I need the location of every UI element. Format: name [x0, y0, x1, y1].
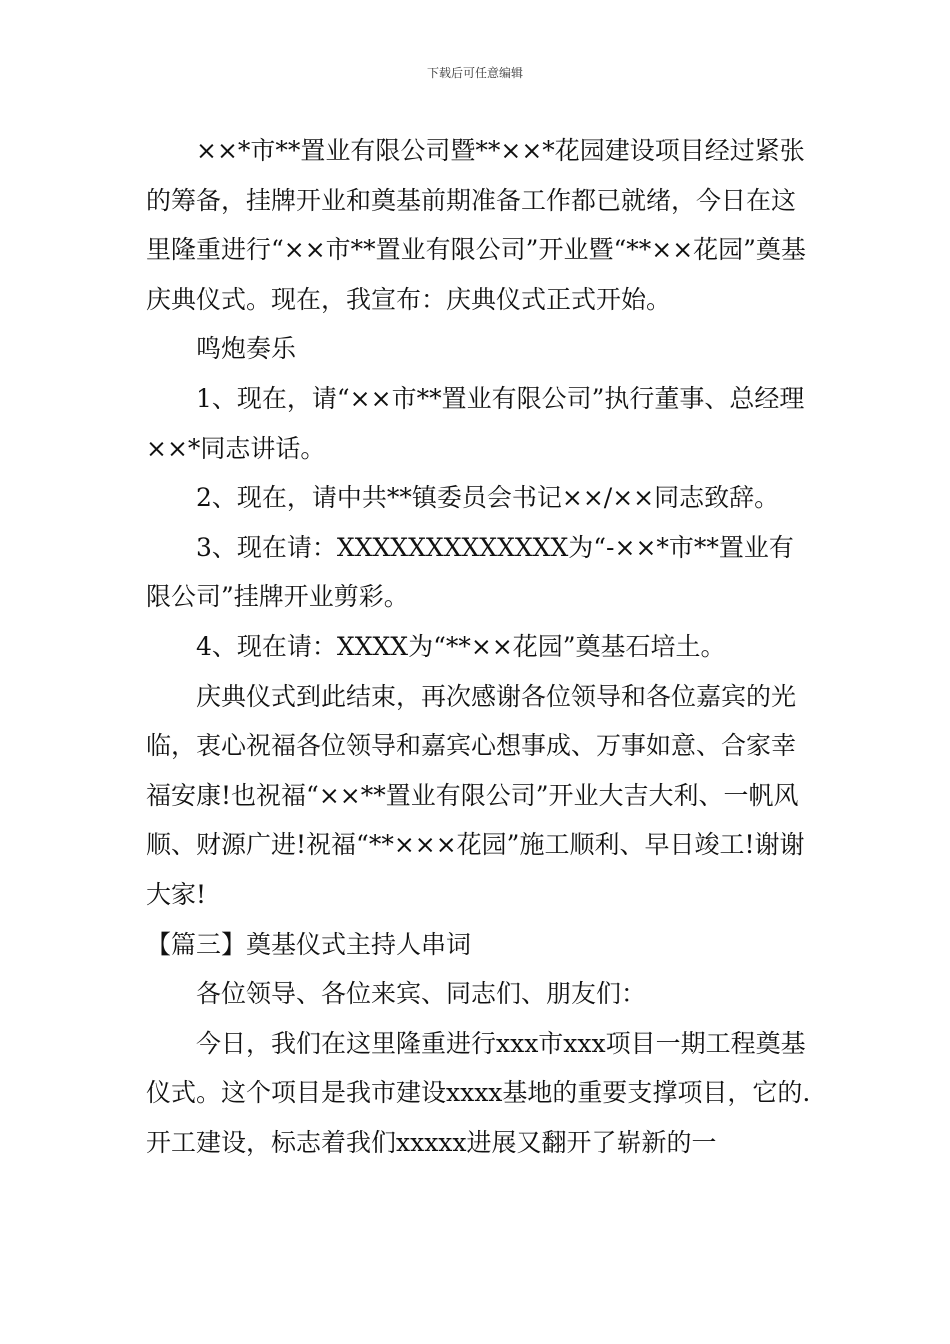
text-line: 庆典仪式到此结束，再次感谢各位领导和各位嘉宾的: [196, 681, 772, 711]
text-line: 今日，我们在这里隆重进行xxx市xxx项目一期工程奠: [196, 1028, 781, 1058]
text-line: 【篇三】奠基仪式主持人串词: [146, 929, 472, 959]
text-line: 3、现在请：XXXXXXXXXXXXX为“-××*市**置业有限: [146, 532, 794, 612]
text-line: 公司”挂牌开业剪彩。: [171, 582, 409, 612]
text-line: 1、现在，请“××市**置业有限公司”执行董事、总: [196, 383, 755, 413]
text-line: 鸣炮奏乐: [196, 334, 297, 364]
text-line: 基仪式。这个项目是我市建设xxxx基地的重要支撑项目，: [146, 1028, 806, 1108]
paragraph-greeting: [146, 969, 811, 1019]
text-line: 光临，衷心祝福各位领导和嘉宾心想事成、万事如意、合: [146, 681, 797, 761]
paragraph-intro: [146, 1019, 811, 1168]
text-line: 4、现在请：XXXX为“**××花园”奠基石培土。: [196, 631, 726, 661]
paragraph-item-1: [146, 374, 811, 473]
text-line: 它的.开工建设，标志着我们xxxxx进展又翻开了崭新的一: [146, 1078, 811, 1157]
text-line: 开始。: [596, 284, 672, 314]
text-line: 各位领导、各位来宾、同志们、朋友们：: [196, 979, 647, 1009]
text-line: 经理××*同志讲话。: [146, 383, 805, 463]
text-line: ××花园”奠基庆典仪式。现在，我宣布：庆典仪式正式: [146, 235, 806, 314]
section-heading: [146, 920, 811, 970]
text-line: 一帆风顺、财源广进!祝福“**×××花园”施工顺利、早: [146, 780, 799, 860]
paragraph-item-4: [146, 622, 811, 672]
paragraph-opening: [146, 126, 811, 324]
text-line: 2、现在，请中共**镇委员会书记××/××同志致辞。: [196, 483, 780, 513]
text-line: ××*市**置业有限公司暨**××*花园建设项目经过: [196, 136, 755, 165]
paragraph-closing: [146, 672, 811, 920]
paragraph-firecrackers: [146, 324, 811, 374]
text-line: 紧张的筹备，挂牌开业和奠基前期准备工作都已就绪，今: [146, 136, 805, 215]
paragraph-item-3: [146, 523, 811, 622]
text-line: 日竣工!谢谢大家!: [146, 830, 805, 909]
document-body: [146, 126, 811, 1167]
text-line: 家幸福安康!也祝福“××**置业有限公司”开业大吉大利、: [146, 731, 797, 810]
text-line: 日在这里隆重进行“××市**置业有限公司”开业暨“**: [146, 185, 797, 265]
page-header: 下载后可任意编辑: [426, 66, 523, 80]
paragraph-item-2: [146, 473, 811, 523]
